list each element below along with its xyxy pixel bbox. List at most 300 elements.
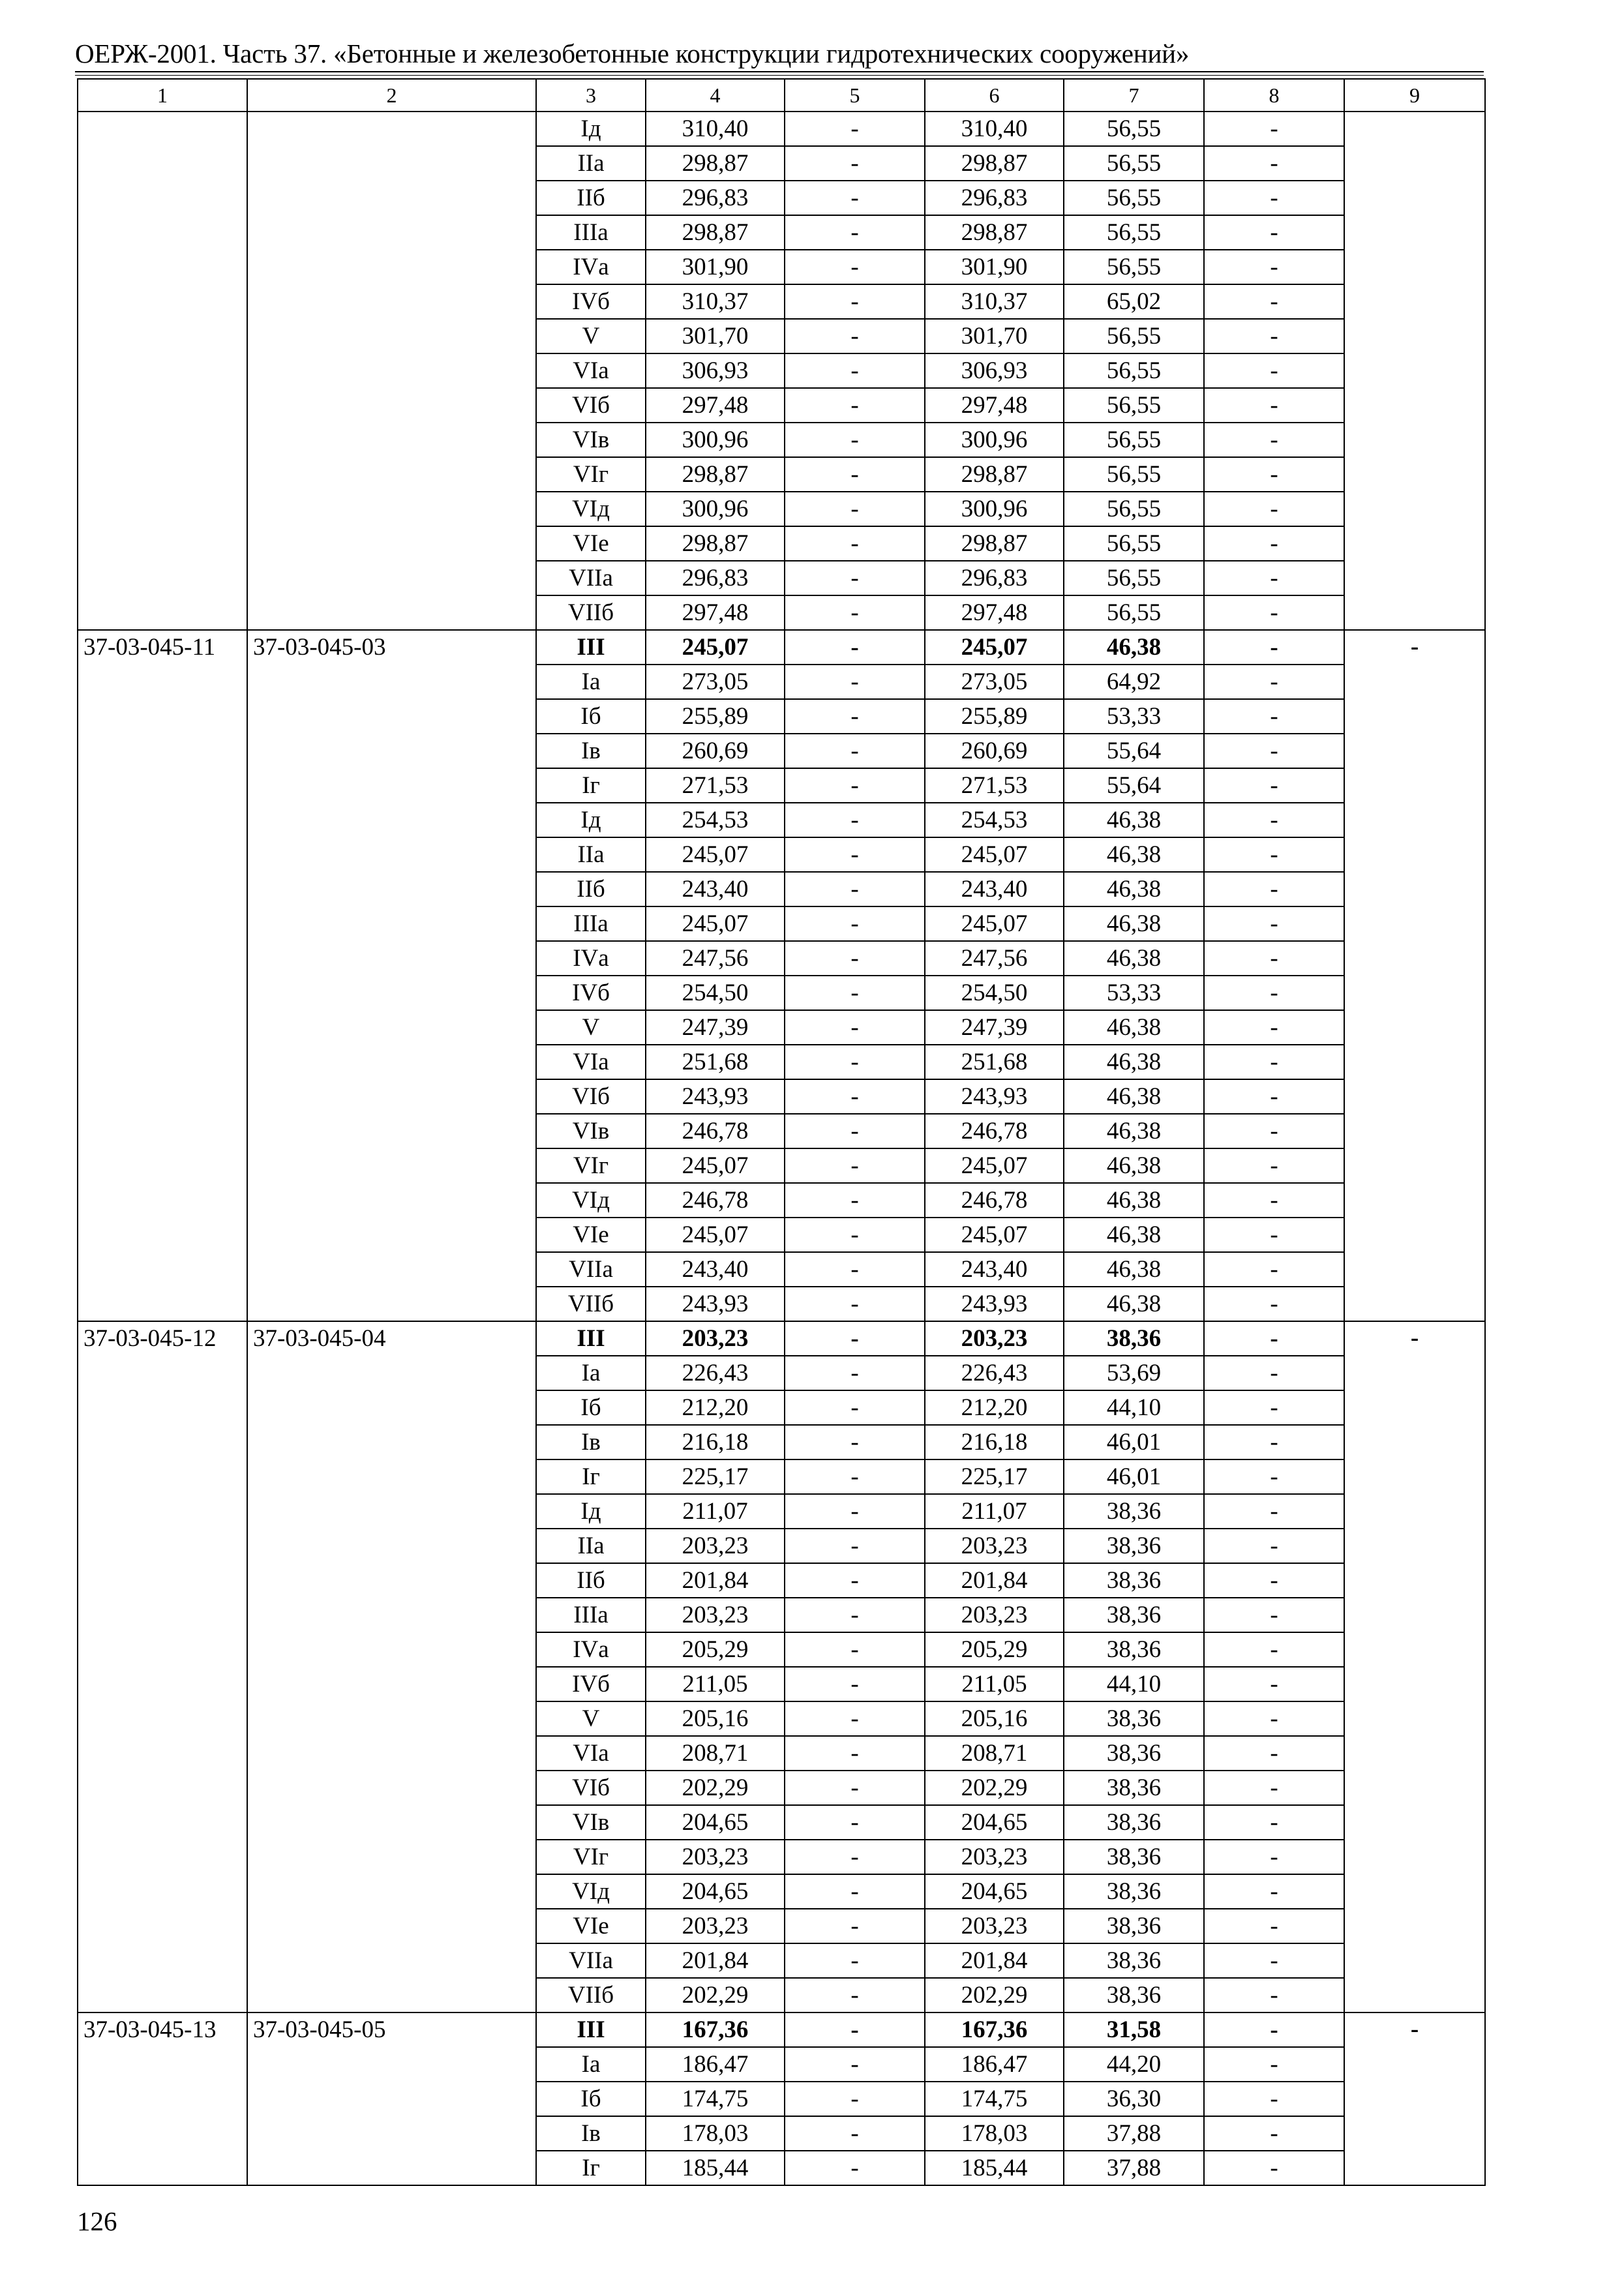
value-col6-cell: 205,29 — [925, 1632, 1064, 1667]
value-col8-cell: - — [1204, 1079, 1344, 1114]
value-col8-cell: - — [1204, 1598, 1344, 1632]
value-col5-cell: - — [785, 1598, 925, 1632]
value-col4-cell: 251,68 — [646, 1045, 785, 1079]
value-col8-cell: - — [1204, 1494, 1344, 1529]
value-col4-cell: 226,43 — [646, 1356, 785, 1390]
value-col8-cell: - — [1204, 423, 1344, 457]
value-col8-cell: - — [1204, 526, 1344, 561]
value-col6-cell: 208,71 — [925, 1736, 1064, 1771]
zone-cell: VIд — [536, 1183, 646, 1218]
value-col4-cell: 246,78 — [646, 1183, 785, 1218]
value-col7-cell: 56,55 — [1064, 388, 1204, 423]
value-col5-cell: - — [785, 2012, 925, 2047]
value-col4-cell: 245,07 — [646, 1148, 785, 1183]
value-col8-cell: - — [1204, 1563, 1344, 1598]
zone-cell: VIв — [536, 423, 646, 457]
value-col8-cell: - — [1204, 388, 1344, 423]
zone-cell: IIIа — [536, 1598, 646, 1632]
value-col8-cell: - — [1204, 976, 1344, 1010]
value-col4-cell: 260,69 — [646, 734, 785, 768]
value-col7-cell: 38,36 — [1064, 1874, 1204, 1909]
value-col5-cell: - — [785, 1978, 925, 2012]
value-col8-cell: - — [1204, 699, 1344, 734]
value-col5-cell: - — [785, 423, 925, 457]
value-col6-cell: 251,68 — [925, 1045, 1064, 1079]
page-header-title: ОЕРЖ-2001. Часть 37. «Бетонные и железобетонные конструкции гидротехнических сооружений» — [75, 38, 1190, 68]
zone-cell: VIв — [536, 1805, 646, 1840]
value-col6-cell: 247,56 — [925, 941, 1064, 976]
value-col7-cell: 65,02 — [1064, 284, 1204, 319]
rates-table — [77, 78, 1486, 2186]
value-col5-cell: - — [785, 1045, 925, 1079]
zone-cell: III — [536, 2012, 646, 2047]
value-col5-cell: - — [785, 1459, 925, 1494]
reference-code-cell: 37-03-045-04 — [247, 1321, 536, 2012]
value-col6-cell: 202,29 — [925, 1978, 1064, 2012]
value-col8-cell: - — [1204, 1874, 1344, 1909]
value-col6-cell: 203,23 — [925, 1909, 1064, 1943]
zone-cell: VIб — [536, 1079, 646, 1114]
rate-code-cell: 37-03-045-13 — [78, 2012, 247, 2185]
value-col6-cell: 174,75 — [925, 2082, 1064, 2116]
zone-cell: IVб — [536, 284, 646, 319]
zone-cell: VIIа — [536, 1943, 646, 1978]
value-col4-cell: 298,87 — [646, 457, 785, 492]
value-col6-cell: 204,65 — [925, 1805, 1064, 1840]
value-col6-cell: 245,07 — [925, 630, 1064, 665]
value-col4-cell: 203,23 — [646, 1529, 785, 1563]
rate-code-cell — [78, 112, 247, 630]
value-col6-cell: 300,96 — [925, 492, 1064, 526]
value-col8-cell: - — [1204, 1183, 1344, 1218]
value-col4-cell: 243,93 — [646, 1287, 785, 1321]
value-col6-cell: 203,23 — [925, 1529, 1064, 1563]
value-col4-cell: 212,20 — [646, 1390, 785, 1425]
value-col4-cell: 243,40 — [646, 1252, 785, 1287]
value-col6-cell: 203,23 — [925, 1598, 1064, 1632]
zone-cell: VIIб — [536, 1978, 646, 2012]
value-col6-cell: 255,89 — [925, 699, 1064, 734]
value-col8-cell: - — [1204, 1459, 1344, 1494]
zone-cell: Iд — [536, 1494, 646, 1529]
value-col8-cell: - — [1204, 353, 1344, 388]
value-col8-cell: - — [1204, 1701, 1344, 1736]
value-col4-cell: 306,93 — [646, 353, 785, 388]
value-col5-cell: - — [785, 1805, 925, 1840]
value-col5-cell: - — [785, 1114, 925, 1148]
column-number: 3 — [536, 79, 646, 112]
value-col4-cell: 185,44 — [646, 2151, 785, 2185]
zone-cell: IVб — [536, 1667, 646, 1701]
value-col8-cell: - — [1204, 1667, 1344, 1701]
zone-cell: Iд — [536, 112, 646, 146]
value-col5-cell: - — [785, 1252, 925, 1287]
zone-cell: IVа — [536, 941, 646, 976]
value-col6-cell: 243,93 — [925, 1079, 1064, 1114]
zone-cell: IIIа — [536, 215, 646, 250]
value-col8-cell: - — [1204, 1148, 1344, 1183]
zone-cell: VIб — [536, 1771, 646, 1805]
table-row — [78, 1321, 1485, 1356]
value-col4-cell: 271,53 — [646, 768, 785, 803]
value-col6-cell: 296,83 — [925, 561, 1064, 595]
value-col4-cell: 202,29 — [646, 1978, 785, 2012]
value-col7-cell: 36,30 — [1064, 2082, 1204, 2116]
value-col4-cell: 186,47 — [646, 2047, 785, 2082]
value-col6-cell: 310,40 — [925, 112, 1064, 146]
value-col6-cell: 247,39 — [925, 1010, 1064, 1045]
value-col5-cell: - — [785, 1667, 925, 1701]
zone-cell: VIг — [536, 1840, 646, 1874]
value-col5-cell: - — [785, 837, 925, 872]
value-col6-cell: 245,07 — [925, 906, 1064, 941]
reference-code-cell: 37-03-045-03 — [247, 630, 536, 1321]
value-col5-cell: - — [785, 319, 925, 353]
value-col5-cell: - — [785, 2047, 925, 2082]
value-col4-cell: 245,07 — [646, 837, 785, 872]
value-col6-cell: 245,07 — [925, 1148, 1064, 1183]
value-col7-cell: 56,55 — [1064, 112, 1204, 146]
value-col8-cell: - — [1204, 1252, 1344, 1287]
value-col5-cell: - — [785, 1425, 925, 1459]
value-col4-cell: 300,96 — [646, 423, 785, 457]
value-col7-cell: 46,38 — [1064, 1148, 1204, 1183]
value-col7-cell: 46,38 — [1064, 803, 1204, 837]
value-col8-cell: - — [1204, 768, 1344, 803]
value-col7-cell: 53,33 — [1064, 699, 1204, 734]
value-col6-cell: 211,07 — [925, 1494, 1064, 1529]
value-col4-cell: 298,87 — [646, 146, 785, 181]
zone-cell: IVб — [536, 976, 646, 1010]
value-col8-cell: - — [1204, 1840, 1344, 1874]
value-col4-cell: 203,23 — [646, 1840, 785, 1874]
value-col6-cell: 185,44 — [925, 2151, 1064, 2185]
value-col5-cell: - — [785, 181, 925, 215]
value-col6-cell: 298,87 — [925, 457, 1064, 492]
value-col7-cell: 46,38 — [1064, 1287, 1204, 1321]
value-col4-cell: 246,78 — [646, 1114, 785, 1148]
value-col6-cell: 245,07 — [925, 837, 1064, 872]
value-col6-cell: 201,84 — [925, 1563, 1064, 1598]
value-col8-cell: - — [1204, 181, 1344, 215]
value-col4-cell: 297,48 — [646, 388, 785, 423]
value-col5-cell: - — [785, 1321, 925, 1356]
value-col4-cell: 211,05 — [646, 1667, 785, 1701]
value-col7-cell: 56,55 — [1064, 595, 1204, 630]
value-col9-cell: - — [1344, 1321, 1485, 2012]
value-col6-cell: 297,48 — [925, 595, 1064, 630]
value-col5-cell: - — [785, 1771, 925, 1805]
rate-code-cell: 37-03-045-12 — [78, 1321, 247, 2012]
value-col6-cell: 296,83 — [925, 181, 1064, 215]
value-col4-cell: 202,29 — [646, 1771, 785, 1805]
value-col5-cell: - — [785, 768, 925, 803]
value-col5-cell: - — [785, 1148, 925, 1183]
column-number: 1 — [78, 79, 247, 112]
value-col7-cell: 56,55 — [1064, 423, 1204, 457]
value-col4-cell: 310,40 — [646, 112, 785, 146]
value-col8-cell: - — [1204, 2116, 1344, 2151]
zone-cell: VIа — [536, 1736, 646, 1771]
reference-code-cell — [247, 112, 536, 630]
value-col6-cell: 246,78 — [925, 1183, 1064, 1218]
value-col6-cell: 204,65 — [925, 1874, 1064, 1909]
value-col7-cell: 55,64 — [1064, 768, 1204, 803]
table-row — [78, 630, 1485, 665]
value-col5-cell: - — [785, 699, 925, 734]
value-col7-cell: 38,36 — [1064, 1943, 1204, 1978]
value-col5-cell: - — [785, 1183, 925, 1218]
value-col7-cell: 56,55 — [1064, 250, 1204, 284]
value-col7-cell: 38,36 — [1064, 1598, 1204, 1632]
value-col7-cell: 46,01 — [1064, 1425, 1204, 1459]
value-col5-cell: - — [785, 630, 925, 665]
zone-cell: Iг — [536, 768, 646, 803]
value-col5-cell: - — [785, 1563, 925, 1598]
column-number: 7 — [1064, 79, 1204, 112]
value-col9-cell: - — [1344, 2012, 1485, 2185]
value-col6-cell: 205,16 — [925, 1701, 1064, 1736]
value-col5-cell: - — [785, 2116, 925, 2151]
value-col5-cell: - — [785, 595, 925, 630]
value-col4-cell: 247,39 — [646, 1010, 785, 1045]
zone-cell: VIа — [536, 1045, 646, 1079]
value-col7-cell: 56,55 — [1064, 526, 1204, 561]
value-col4-cell: 301,70 — [646, 319, 785, 353]
value-col7-cell: 46,38 — [1064, 1218, 1204, 1252]
value-col5-cell: - — [785, 803, 925, 837]
value-col8-cell: - — [1204, 1943, 1344, 1978]
value-col4-cell: 174,75 — [646, 2082, 785, 2116]
value-col8-cell: - — [1204, 215, 1344, 250]
value-col6-cell: 201,84 — [925, 1943, 1064, 1978]
value-col7-cell: 46,38 — [1064, 1045, 1204, 1079]
zone-cell: VIа — [536, 353, 646, 388]
zone-cell: III — [536, 630, 646, 665]
value-col7-cell: 46,38 — [1064, 1252, 1204, 1287]
value-col7-cell: 38,36 — [1064, 1701, 1204, 1736]
value-col5-cell: - — [785, 215, 925, 250]
zone-cell: VIIб — [536, 595, 646, 630]
value-col7-cell: 46,01 — [1064, 1459, 1204, 1494]
value-col8-cell: - — [1204, 1114, 1344, 1148]
value-col7-cell: 38,36 — [1064, 1909, 1204, 1943]
rate-code-cell: 37-03-045-11 — [78, 630, 247, 1321]
value-col5-cell: - — [785, 872, 925, 906]
value-col7-cell: 46,38 — [1064, 1079, 1204, 1114]
zone-cell: IVа — [536, 250, 646, 284]
zone-cell: Iд — [536, 803, 646, 837]
value-col4-cell: 243,93 — [646, 1079, 785, 1114]
value-col7-cell: 56,55 — [1064, 319, 1204, 353]
reference-code-cell: 37-03-045-05 — [247, 2012, 536, 2185]
zone-cell: VIIа — [536, 561, 646, 595]
value-col5-cell: - — [785, 665, 925, 699]
value-col7-cell: 56,55 — [1064, 353, 1204, 388]
value-col4-cell: 205,16 — [646, 1701, 785, 1736]
value-col5-cell: - — [785, 457, 925, 492]
value-col7-cell: 56,55 — [1064, 215, 1204, 250]
header-rule-thin — [75, 75, 1484, 76]
value-col5-cell: - — [785, 1840, 925, 1874]
value-col5-cell: - — [785, 146, 925, 181]
value-col6-cell: 216,18 — [925, 1425, 1064, 1459]
value-col9-cell — [1344, 112, 1485, 630]
value-col8-cell: - — [1204, 112, 1344, 146]
value-col4-cell: 204,65 — [646, 1874, 785, 1909]
zone-cell: Iб — [536, 1390, 646, 1425]
value-col4-cell: 254,53 — [646, 803, 785, 837]
value-col4-cell: 203,23 — [646, 1909, 785, 1943]
zone-cell: Iг — [536, 1459, 646, 1494]
zone-cell: IIб — [536, 872, 646, 906]
value-col4-cell: 216,18 — [646, 1425, 785, 1459]
zone-cell: VIг — [536, 457, 646, 492]
value-col6-cell: 167,36 — [925, 2012, 1064, 2047]
value-col8-cell: - — [1204, 1356, 1344, 1390]
value-col4-cell: 225,17 — [646, 1459, 785, 1494]
value-col8-cell: - — [1204, 1632, 1344, 1667]
column-number: 9 — [1344, 79, 1485, 112]
value-col5-cell: - — [785, 1494, 925, 1529]
value-col6-cell: 226,43 — [925, 1356, 1064, 1390]
value-col4-cell: 211,07 — [646, 1494, 785, 1529]
value-col7-cell: 38,36 — [1064, 1978, 1204, 2012]
value-col7-cell: 38,36 — [1064, 1736, 1204, 1771]
value-col6-cell: 254,53 — [925, 803, 1064, 837]
value-col7-cell: 38,36 — [1064, 1771, 1204, 1805]
value-col4-cell: 301,90 — [646, 250, 785, 284]
zone-cell: Iг — [536, 2151, 646, 2185]
zone-cell: Iв — [536, 2116, 646, 2151]
zone-cell: VIе — [536, 526, 646, 561]
value-col8-cell: - — [1204, 734, 1344, 768]
zone-cell: VIв — [536, 1114, 646, 1148]
value-col7-cell: 37,88 — [1064, 2151, 1204, 2185]
value-col8-cell: - — [1204, 837, 1344, 872]
value-col7-cell: 46,38 — [1064, 630, 1204, 665]
value-col5-cell: - — [785, 1390, 925, 1425]
value-col4-cell: 243,40 — [646, 872, 785, 906]
value-col8-cell: - — [1204, 1529, 1344, 1563]
value-col4-cell: 245,07 — [646, 1218, 785, 1252]
value-col7-cell: 38,36 — [1064, 1805, 1204, 1840]
value-col7-cell: 38,36 — [1064, 1563, 1204, 1598]
value-col6-cell: 245,07 — [925, 1218, 1064, 1252]
value-col4-cell: 167,36 — [646, 2012, 785, 2047]
value-col4-cell: 254,50 — [646, 976, 785, 1010]
value-col6-cell: 301,90 — [925, 250, 1064, 284]
zone-cell: Iб — [536, 2082, 646, 2116]
value-col4-cell: 201,84 — [646, 1943, 785, 1978]
value-col6-cell: 203,23 — [925, 1840, 1064, 1874]
value-col5-cell: - — [785, 1701, 925, 1736]
value-col4-cell: 203,23 — [646, 1321, 785, 1356]
zone-cell: VIб — [536, 388, 646, 423]
value-col7-cell: 38,36 — [1064, 1494, 1204, 1529]
value-col6-cell: 186,47 — [925, 2047, 1064, 2082]
value-col8-cell: - — [1204, 1287, 1344, 1321]
value-col4-cell: 310,37 — [646, 284, 785, 319]
value-col4-cell: 296,83 — [646, 181, 785, 215]
column-number: 8 — [1204, 79, 1344, 112]
zone-cell: Iв — [536, 734, 646, 768]
value-col7-cell: 37,88 — [1064, 2116, 1204, 2151]
zone-cell: VIе — [536, 1218, 646, 1252]
value-col5-cell: - — [785, 2082, 925, 2116]
value-col5-cell: - — [785, 284, 925, 319]
value-col8-cell: - — [1204, 941, 1344, 976]
zone-cell: VIIб — [536, 1287, 646, 1321]
value-col7-cell: 38,36 — [1064, 1321, 1204, 1356]
value-col5-cell: - — [785, 1874, 925, 1909]
column-number: 6 — [925, 79, 1064, 112]
value-col6-cell: 310,37 — [925, 284, 1064, 319]
zone-cell: V — [536, 1701, 646, 1736]
zone-cell: VIе — [536, 1909, 646, 1943]
value-col5-cell: - — [785, 388, 925, 423]
value-col5-cell: - — [785, 1079, 925, 1114]
value-col4-cell: 208,71 — [646, 1736, 785, 1771]
value-col7-cell: 56,55 — [1064, 457, 1204, 492]
value-col7-cell: 46,38 — [1064, 941, 1204, 976]
zone-cell: V — [536, 319, 646, 353]
value-col6-cell: 254,50 — [925, 976, 1064, 1010]
page-number: 126 — [77, 2206, 117, 2236]
value-col5-cell: - — [785, 1356, 925, 1390]
value-col7-cell: 38,36 — [1064, 1529, 1204, 1563]
value-col8-cell: - — [1204, 1771, 1344, 1805]
zone-cell: IIб — [536, 1563, 646, 1598]
value-col6-cell: 301,70 — [925, 319, 1064, 353]
value-col6-cell: 212,20 — [925, 1390, 1064, 1425]
value-col8-cell: - — [1204, 319, 1344, 353]
value-col6-cell: 202,29 — [925, 1771, 1064, 1805]
value-col4-cell: 300,96 — [646, 492, 785, 526]
zone-cell: IIа — [536, 146, 646, 181]
value-col5-cell: - — [785, 1529, 925, 1563]
value-col5-cell: - — [785, 976, 925, 1010]
zone-cell: VIд — [536, 492, 646, 526]
zone-cell: V — [536, 1010, 646, 1045]
value-col8-cell: - — [1204, 457, 1344, 492]
value-col7-cell: 64,92 — [1064, 665, 1204, 699]
value-col7-cell: 46,38 — [1064, 1114, 1204, 1148]
value-col6-cell: 178,03 — [925, 2116, 1064, 2151]
value-col7-cell: 44,10 — [1064, 1390, 1204, 1425]
value-col8-cell: - — [1204, 146, 1344, 181]
zone-cell: III — [536, 1321, 646, 1356]
value-col6-cell: 298,87 — [925, 526, 1064, 561]
value-col8-cell: - — [1204, 906, 1344, 941]
value-col4-cell: 273,05 — [646, 665, 785, 699]
value-col7-cell: 31,58 — [1064, 2012, 1204, 2047]
value-col8-cell: - — [1204, 665, 1344, 699]
value-col8-cell: - — [1204, 1010, 1344, 1045]
value-col6-cell: 243,93 — [925, 1287, 1064, 1321]
value-col6-cell: 298,87 — [925, 215, 1064, 250]
value-col4-cell: 178,03 — [646, 2116, 785, 2151]
zone-cell: Iв — [536, 1425, 646, 1459]
value-col6-cell: 225,17 — [925, 1459, 1064, 1494]
value-col4-cell: 298,87 — [646, 215, 785, 250]
value-col4-cell: 201,84 — [646, 1563, 785, 1598]
value-col5-cell: - — [785, 353, 925, 388]
value-col6-cell: 306,93 — [925, 353, 1064, 388]
value-col6-cell: 271,53 — [925, 768, 1064, 803]
zone-cell: IIб — [536, 181, 646, 215]
value-col6-cell: 260,69 — [925, 734, 1064, 768]
